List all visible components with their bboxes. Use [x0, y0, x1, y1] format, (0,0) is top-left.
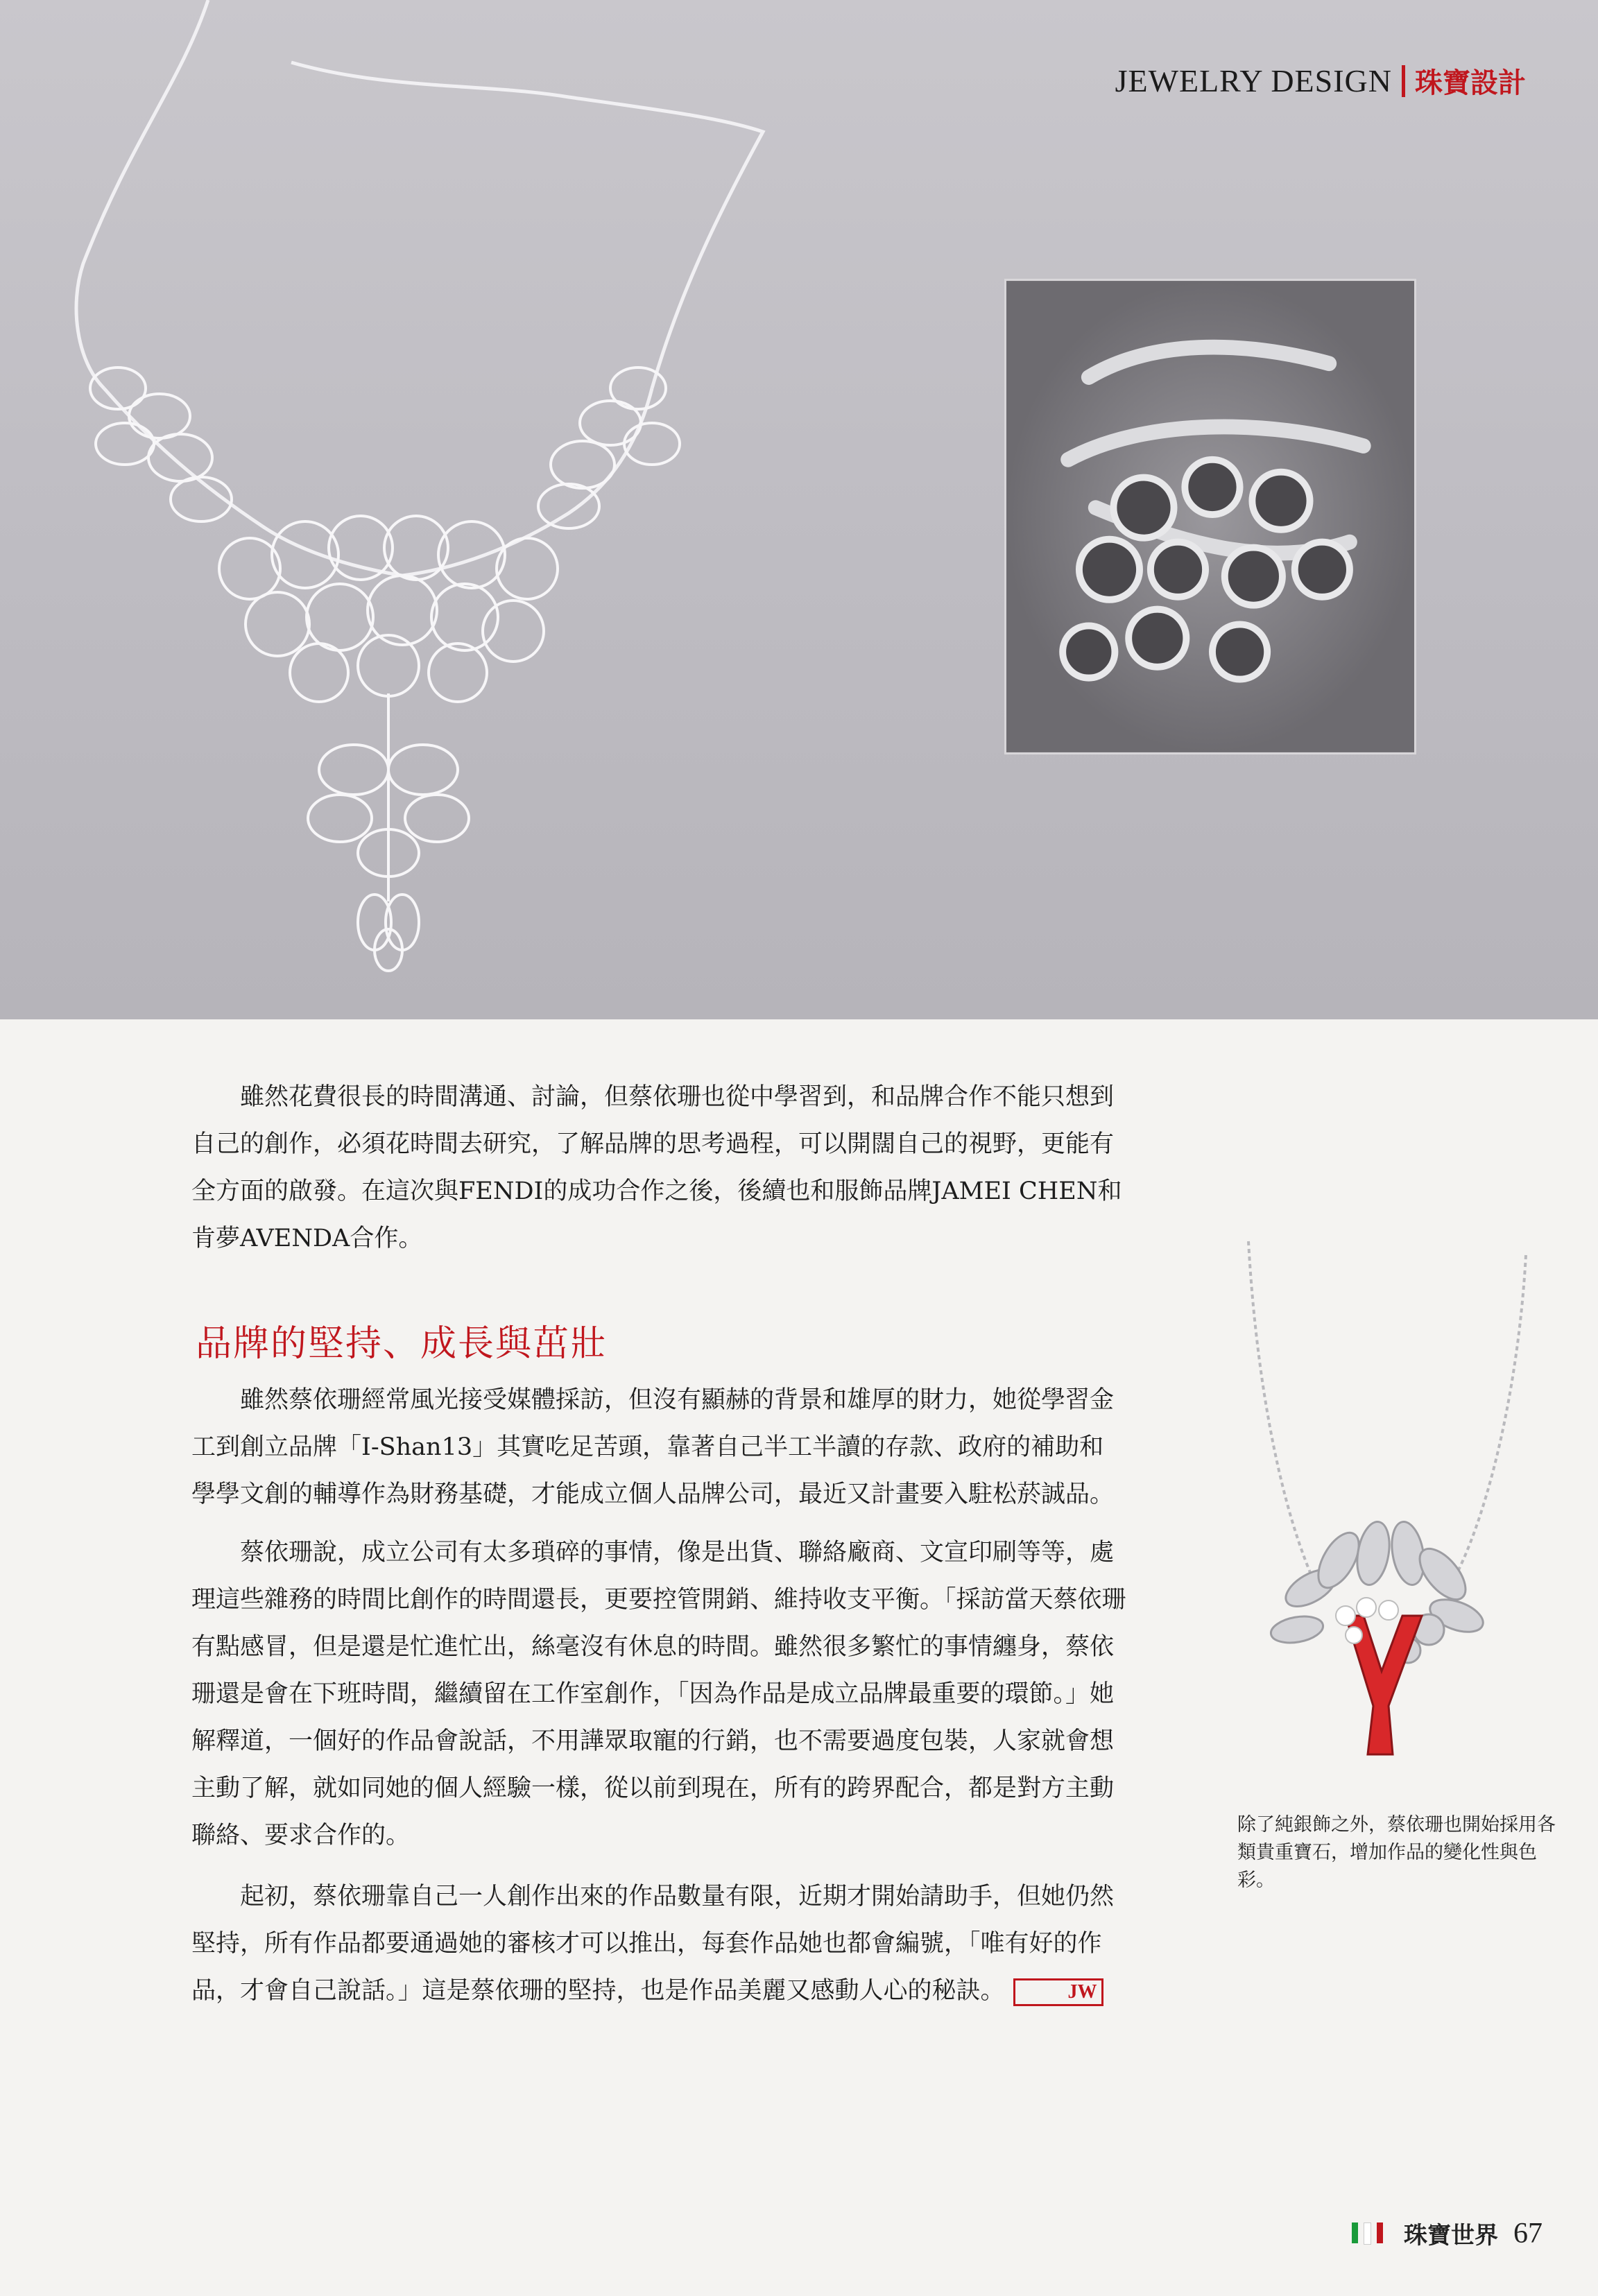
magazine-name: 珠寶世界	[1404, 2222, 1498, 2250]
end-mark: JW	[1013, 1978, 1103, 2006]
header-divider	[1402, 65, 1405, 97]
photo-caption: 除了純銀飾之外，蔡依珊也開始採用各類貴重寶石，增加作品的變化性與色彩。	[1237, 1814, 1556, 1891]
italian-flag-icon	[1352, 2222, 1389, 2245]
header-title-zh: 珠寶設計	[1415, 67, 1526, 99]
ring-photo	[1004, 279, 1416, 754]
paragraph-text: 起初，蔡依珊靠自己一人創作出來的作品數量有限，近期才開始請助手，但她仍然堅持，所有作品都要通過她的審核才可以推出，每套作品她也都會編號，「唯有好的作品，才會自己說話。」這是蔡依珊的堅持，也是作品美麗又感動人心的秘訣。	[191, 1883, 1115, 2005]
page-header	[1115, 61, 1526, 101]
necklace-photo	[42, 0, 805, 985]
section-title: 品牌的堅持、成長與茁壯	[196, 1323, 608, 1365]
header-title-en: JEWELRY DESIGN	[1115, 63, 1392, 98]
paragraph: 雖然花費很長的時間溝通、討論，但蔡依珊也從中學習到，和品牌合作不能只想到自己的創作，必須花時間去研究，了解品牌的思考過程，可以開闊自己的視野，更能有全方面的啟發。在這次與FENDI的成功合作之後，後續也和服飾品牌JAMEI CHEN和肯夢AVENDA合作。	[191, 1083, 1122, 1252]
page-number: 67	[1513, 2217, 1543, 2250]
body-text-bottom	[191, 1376, 1128, 2026]
paragraph: 雖然蔡依珊經常風光接受媒體採訪，但沒有顯赫的背景和雄厚的財力，她從學習金工到創立品牌「I-Shan13」其實吃足苦頭，靠著自己半工半讀的存款、政府的補助和學學文創的輔導作為財務基礎，才能成立個人品牌公司，最近又計畫要入駐松菸誠品。	[191, 1386, 1115, 1508]
body-text-top	[191, 1073, 1128, 1273]
paragraph: 蔡依珊說，成立公司有太多瑣碎的事情，像是出貨、聯絡廠商、文宣印刷等等，處理這些雜務的時間比創作的時間還長，更要控管開銷、維持收支平衡。「採訪當天蔡依珊有點感冒，但是還是忙進忙出，絲毫沒有休息的時間。雖然很多繁忙的事情纏身，蔡依珊還是會在下班時間，繼續留在工作室創作，「因為作品是成立品牌最重要的環節。」她解釋道，一個好的作品會說話，不用譁眾取寵的行銷，也不需要過度包裝，人家就會想主動了解，就如同她的個人經驗一樣，從以前到現在，所有的跨界配合，都是對方主動聯絡、要求合作的。	[191, 1539, 1126, 1849]
page-footer	[1352, 2216, 1543, 2250]
pendant-photo	[1207, 1227, 1554, 1810]
paragraph-last	[191, 1873, 1128, 2014]
